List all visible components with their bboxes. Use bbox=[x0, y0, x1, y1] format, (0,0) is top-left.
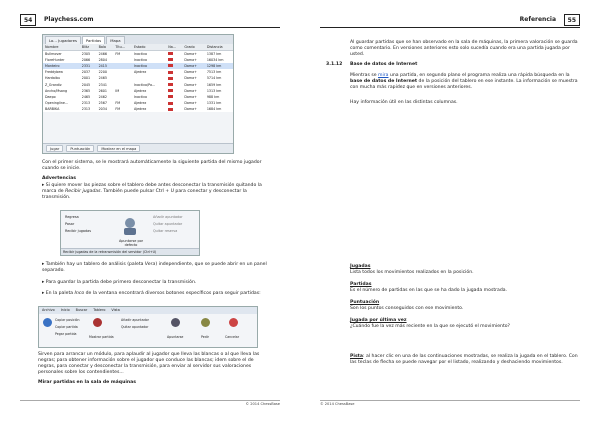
definition-desc: Lista todos los movimientos realizados en la posición. bbox=[350, 270, 474, 275]
add-kibitzer-item[interactable]: Añadir apuntador bbox=[153, 215, 183, 219]
menu-search[interactable]: Buscar bbox=[75, 308, 88, 312]
flag-icon bbox=[168, 64, 173, 67]
table-cell: FM bbox=[115, 107, 121, 112]
flag-icon bbox=[168, 77, 173, 80]
right-page bbox=[300, 0, 600, 424]
table-cell: Inactivo bbox=[133, 94, 148, 99]
remove-reserve-item[interactable]: Quitar reserva bbox=[153, 229, 178, 233]
table-cell: Dama+ bbox=[182, 63, 205, 69]
column-header[interactable]: Blitz bbox=[80, 44, 97, 51]
column-header[interactable]: Estado bbox=[132, 44, 166, 51]
table-cell: FM bbox=[115, 101, 121, 106]
table-cell: 2034 bbox=[98, 107, 107, 112]
pass-item[interactable]: Pasar bbox=[65, 222, 75, 226]
players-list-screenshot bbox=[42, 34, 234, 154]
table-cell: Bullmover bbox=[45, 51, 62, 56]
players-table bbox=[43, 44, 233, 112]
table-cell: Hardaibu bbox=[45, 76, 61, 81]
flag-icon bbox=[168, 58, 173, 61]
table-cell: 7513 km bbox=[206, 70, 222, 75]
table-cell: Dama+ bbox=[184, 57, 197, 62]
paste-game[interactable]: Pegar partida bbox=[55, 332, 77, 336]
definition-term: Jugadas bbox=[350, 264, 371, 269]
players-tabs bbox=[43, 35, 233, 44]
table-cell: 2045 bbox=[81, 82, 91, 87]
table-cell: Inactivo bbox=[133, 51, 148, 56]
table-cell: 1387 km bbox=[206, 51, 222, 56]
table-cell: Ajedrez bbox=[133, 70, 147, 75]
definition-desc: Son los puntos conseguidos con ese movimiento. bbox=[350, 306, 464, 311]
table-cell: 2341 bbox=[98, 82, 107, 87]
bullet-paragraph bbox=[42, 291, 268, 297]
request-item[interactable]: Pedir bbox=[201, 335, 209, 339]
table-cell: Ajedrez bbox=[133, 88, 147, 93]
column-header[interactable]: Titu... bbox=[113, 44, 132, 51]
copyright: © 2014 ChessBase bbox=[245, 402, 280, 406]
paragraph: Hay información útil en las distintas columnas. bbox=[350, 100, 458, 105]
column-header[interactable]: Nombre bbox=[43, 44, 80, 51]
inline-code: Recibir jugadas bbox=[65, 189, 101, 194]
bold-text: base de datos de Internet bbox=[350, 79, 418, 84]
table-cell: 2415 bbox=[97, 63, 114, 69]
definition-term: Jugada por última vez bbox=[350, 318, 407, 323]
request-icon[interactable] bbox=[201, 318, 210, 327]
flag-icon bbox=[168, 89, 173, 92]
clipboard-icon[interactable] bbox=[43, 318, 52, 327]
text: Mientras se bbox=[350, 73, 377, 78]
link[interactable]: mira bbox=[378, 73, 389, 78]
text: Para guardar la partida debe primero desconectar la transmisión. bbox=[45, 280, 197, 285]
section-title: Base de datos de Internet bbox=[350, 62, 418, 67]
text: . También puede pulsar Ctrl + U para conectar y desconectar la transmisión. bbox=[42, 189, 247, 200]
table-cell: Openingline... bbox=[45, 101, 68, 106]
flag-icon bbox=[168, 71, 173, 74]
table-cell: BARBIKA bbox=[45, 107, 60, 112]
text: También hay un tablero de análisis (paleta bbox=[45, 262, 144, 267]
table-cell: 2066 bbox=[81, 57, 91, 62]
table-cell: Dama+ bbox=[184, 94, 197, 99]
table-cell: Dama+ bbox=[184, 101, 197, 106]
table-cell: 1331 km bbox=[206, 101, 222, 106]
table-cell: Dama+ bbox=[184, 76, 197, 81]
remove-kibitzer[interactable]: Quitar apuntador bbox=[121, 325, 149, 329]
table-cell: 5714 km bbox=[206, 76, 222, 81]
paragraph: Al guardar partidas que se han observado en la sala de máquinas, la primera valoración se guarda como comentario. En versiones anteriores esto solo sucedía cuando era una partida jugada por usted. bbox=[350, 40, 578, 57]
page-footer bbox=[320, 400, 580, 408]
table-cell: 2365 bbox=[81, 88, 91, 93]
receive-moves-item[interactable]: Recibir jugadas bbox=[65, 229, 91, 233]
paragraph: Con el primer sistema, se le mostrará automáticamente la siguiente partida del mismo jugador cuando se inicie. bbox=[42, 160, 262, 171]
flag-icon bbox=[168, 102, 173, 105]
table-cell: 2466 bbox=[98, 51, 107, 56]
table-cell: Z_Grandiz bbox=[45, 82, 62, 87]
tip-paragraph bbox=[350, 354, 578, 366]
tab-map[interactable]: Mapa bbox=[106, 36, 124, 44]
text: ) independiente, que se puede abrir en un panel separado. bbox=[42, 262, 267, 273]
flag-icon bbox=[168, 108, 173, 111]
table-cell: 2305 bbox=[81, 51, 91, 56]
table-cell: 2804 bbox=[98, 57, 107, 62]
table-cell: 2601 bbox=[98, 88, 107, 93]
status-bar: Recibir jugadas de la retransmisión del servidor (Ctrl+U) bbox=[61, 248, 199, 255]
page-header bbox=[320, 14, 580, 28]
add-kibitzer[interactable]: Añadir apuntador bbox=[121, 318, 149, 322]
definition-desc: ¿Cuándo fue la vez más reciente en la que se ejecutó el movimiento? bbox=[350, 324, 511, 329]
text: : al hacer clic en una de las continuaciones mostradas, se realiza la jugada en el tablero. Con las teclas de flecha se puede navegar por el listado, realizando y deshaciendo movimientos. bbox=[350, 354, 578, 365]
definition-term: Puntuación bbox=[350, 300, 380, 305]
section-number: 3.1.12 bbox=[326, 62, 343, 67]
bullet-paragraph bbox=[42, 262, 268, 274]
table-cell bbox=[166, 106, 182, 112]
remove-kibitzer-item[interactable]: Quitar apuntador bbox=[153, 222, 183, 226]
column-header[interactable]: Na... bbox=[166, 44, 182, 51]
tip-label: Pista bbox=[350, 354, 363, 359]
table-cell: Dama+ bbox=[184, 107, 197, 112]
table-cell: Inactivo bbox=[133, 57, 148, 62]
text: de la posición del tablero en ese instante. La información se muestra con mucha más rapidez que en versiones anteriores. bbox=[350, 79, 578, 90]
menu-board[interactable]: Tablero bbox=[93, 308, 106, 312]
table-cell: 1313 km bbox=[206, 88, 222, 93]
table-row[interactable] bbox=[43, 106, 233, 112]
header-title: Playchess.com bbox=[44, 16, 94, 23]
table-cell: 2037 bbox=[81, 70, 91, 75]
table-cell: 2465 bbox=[81, 94, 91, 99]
table-cell: 2462 bbox=[98, 94, 107, 99]
copyright: © 2014 ChessBase bbox=[320, 402, 355, 406]
kibitz-icon[interactable] bbox=[171, 318, 180, 327]
table-cell: 2200 bbox=[98, 70, 107, 75]
definition-desc: Es el número de partidas en las que se ha dado la jugada mostrada. bbox=[350, 288, 508, 293]
text: de la ventana encontrará diversos botones específicos para seguir partidas: bbox=[85, 291, 261, 296]
table-cell: Dama+ bbox=[184, 70, 197, 75]
kibitz-icon[interactable] bbox=[119, 215, 141, 237]
bullet-paragraph bbox=[42, 280, 268, 286]
play-button[interactable]: Jugar bbox=[46, 145, 63, 152]
table-cell: Monteiro bbox=[43, 63, 80, 69]
page-header bbox=[20, 14, 280, 28]
text: Si quiere mover las piezas sobre el tablero debe antes desconectar la transmisión quitando la marca de bbox=[42, 183, 262, 194]
inline-code: Vera bbox=[144, 262, 156, 267]
paragraph bbox=[350, 73, 578, 91]
definitions-list bbox=[350, 264, 578, 336]
menu-file[interactable]: Archivo bbox=[42, 308, 55, 312]
table-cell: 1659 km bbox=[206, 82, 222, 87]
menu-view[interactable]: Vista bbox=[111, 308, 120, 312]
table-cell: 2313 bbox=[81, 101, 91, 106]
table-cell: Daepo bbox=[45, 94, 56, 99]
copy-position[interactable]: Copiar posición bbox=[55, 318, 80, 322]
table-cell: 2313 bbox=[81, 107, 91, 112]
table-cell: Inactivo/Pa... bbox=[133, 82, 156, 87]
table-cell: Ancho/Msang bbox=[45, 88, 68, 93]
table-cell: FM bbox=[115, 51, 121, 56]
table-cell: Ajedrez bbox=[133, 107, 147, 112]
paragraph: Sirven para arrancar un módulo, para aplaudir al jugador que lleva las blancas o al que lleva las negras; para obtener información sobre el jugador que conduce las blancas; idem sobre el de negras, para conectar y desconectar la transmisión, para enviar al servidor sus valoraciones personales sobre los contendientes... bbox=[38, 352, 260, 375]
table-cell: Freddybew bbox=[45, 70, 63, 75]
bullet-icon: ▸ bbox=[42, 291, 46, 296]
show-map-button[interactable]: Mostrar en el mapa bbox=[97, 145, 140, 152]
cancel-item[interactable]: Cancelar bbox=[225, 335, 240, 339]
table-cell: 2331 bbox=[80, 63, 97, 69]
ribbon-menu bbox=[39, 307, 257, 314]
bullet-icon: ▸ bbox=[42, 183, 46, 188]
players-toolbar bbox=[43, 143, 233, 153]
column-header[interactable]: Bala bbox=[97, 44, 114, 51]
table-cell: FloreHunter bbox=[45, 57, 65, 62]
page-footer bbox=[20, 400, 280, 408]
definition-term: Partidas bbox=[350, 282, 372, 287]
table-cell: 2567 bbox=[98, 101, 107, 106]
tab-games[interactable]: Partidas bbox=[82, 36, 105, 44]
header-title: Referencia bbox=[519, 16, 556, 23]
table-cell: 1298 km bbox=[205, 63, 233, 69]
bullet-icon: ▸ bbox=[42, 280, 46, 285]
menu-home[interactable]: Inicio bbox=[60, 308, 70, 312]
rating-button[interactable]: Puntuación bbox=[66, 145, 94, 152]
table-cell: IM bbox=[115, 88, 120, 93]
rewind-item[interactable]: Regresa bbox=[65, 215, 79, 219]
flag-icon bbox=[168, 52, 173, 55]
table-cell: 16034 km bbox=[206, 57, 224, 62]
section-heading: Mirar partidas en la sala de máquinas bbox=[38, 380, 137, 385]
table-cell: 1684 km bbox=[206, 107, 222, 112]
text: En la paleta bbox=[45, 291, 74, 296]
flag-icon bbox=[168, 83, 173, 86]
table-cell: Inactivo bbox=[132, 63, 166, 69]
show-game[interactable]: Mostrar partida bbox=[89, 335, 114, 339]
join-item[interactable]: Apuntarse bbox=[167, 335, 184, 339]
copy-game[interactable]: Copiar partida bbox=[55, 325, 78, 329]
table-cell: Dama+ bbox=[184, 82, 197, 87]
inline-code: Inco bbox=[74, 291, 85, 296]
game-icon[interactable] bbox=[93, 318, 102, 327]
table-cell: 2001 bbox=[81, 76, 91, 81]
broadcast-ribbon-screenshot bbox=[60, 210, 200, 256]
section-heading: Advertencias bbox=[42, 176, 76, 181]
cancel-icon[interactable] bbox=[229, 318, 238, 327]
game-ribbon-screenshot bbox=[38, 306, 258, 348]
page-number: 55 bbox=[564, 14, 580, 26]
warning-paragraph bbox=[42, 183, 268, 201]
table-cell: 988 km bbox=[206, 94, 220, 99]
bullet-icon: ▸ bbox=[42, 262, 46, 267]
table-cell: Dama+ bbox=[184, 88, 197, 93]
table-cell: 2465 bbox=[98, 76, 107, 81]
table-cell: Dama+ bbox=[184, 51, 197, 56]
column-header[interactable]: Grado bbox=[182, 44, 205, 51]
page-number: 54 bbox=[20, 14, 36, 26]
column-header[interactable]: Distancia bbox=[205, 44, 233, 51]
tab-players[interactable]: Lo... Jugadores bbox=[45, 36, 81, 44]
text: una partida, en segundo plano el programa realiza una rápida búsqueda en la bbox=[389, 73, 570, 78]
default-kibitz-label: Apuntarse por defecto bbox=[118, 239, 144, 247]
ribbon-body bbox=[41, 315, 255, 347]
flag-icon bbox=[168, 95, 173, 98]
table-cell: Ajedrez bbox=[133, 101, 147, 106]
